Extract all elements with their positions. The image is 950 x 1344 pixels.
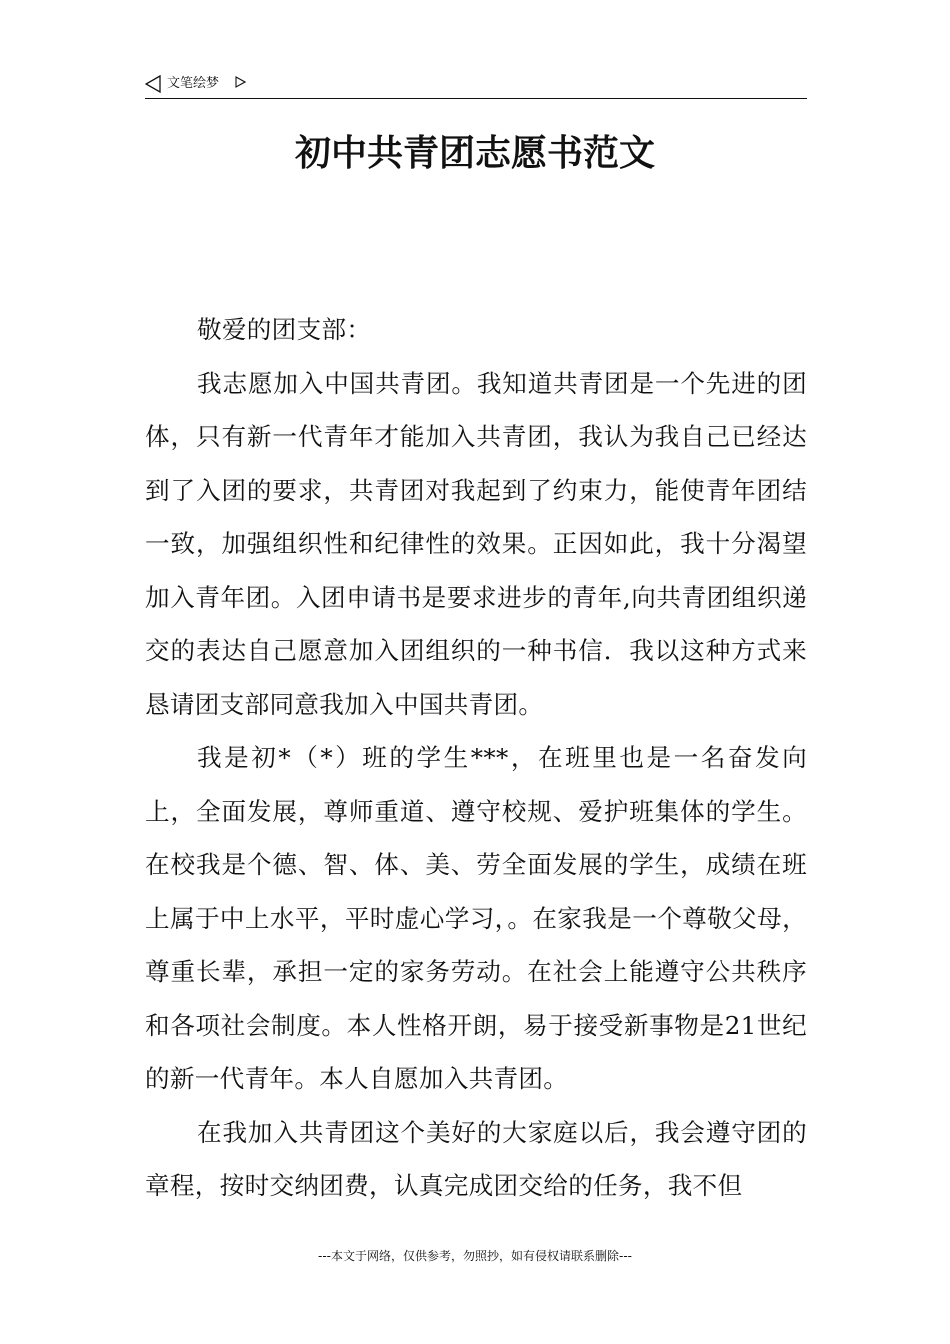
paragraph-2: 我是初*（*）班的学生***，在班里也是一名奋发向上，全面发展，尊师重道、遵守校规、爱护班集体的学生。在校我是个德、智、体、美、劳全面发展的学生，成绩在班上属于中上水平，平时虚心学习，。在家我是一个尊敬父母，尊重长辈，承担一定的家务劳动。在社会上能遵守公共秩序和各项社会制度。本人性格开朗，易于接受新事物是21世纪的新一代青年。本人自愿加入共青团。 <box>145 743 807 1093</box>
header-brand: 文笔绘梦 <box>167 76 220 91</box>
triangle-left-icon <box>145 75 161 93</box>
document-title: 初中共青团志愿书范文 <box>294 132 655 174</box>
footer-notice: ---本文于网络，仅供参考，勿照抄，如有侵权请联系删除--- <box>318 1249 632 1263</box>
salutation: 敬爱的团支部： <box>197 315 372 344</box>
paragraph-3: 在我加入共青团这个美好的大家庭以后，我会遵守团的章程，按时交纳团费，认真完成团交给的任务，我不但 <box>145 1117 807 1200</box>
page-header <box>145 74 807 99</box>
paragraph-1: 我志愿加入中国共青团。我知道共青团是一个先进的团体，只有新一代青年才能加入共青团，我认为我自己已经达到了入团的要求，共青团对我起到了约束力，能使青年团结一致，加强组织性和纪律性的效果。正因如此，我十分渴望加入青年团。入团申请书是要求进步的青年,向共青团组织递交的表达自己愿意加入团组织的一种书信．我以这种方式来恳请团支部同意我加入中国共青团。 <box>145 368 807 719</box>
document-body <box>145 303 807 1213</box>
triangle-right-icon <box>235 76 246 88</box>
